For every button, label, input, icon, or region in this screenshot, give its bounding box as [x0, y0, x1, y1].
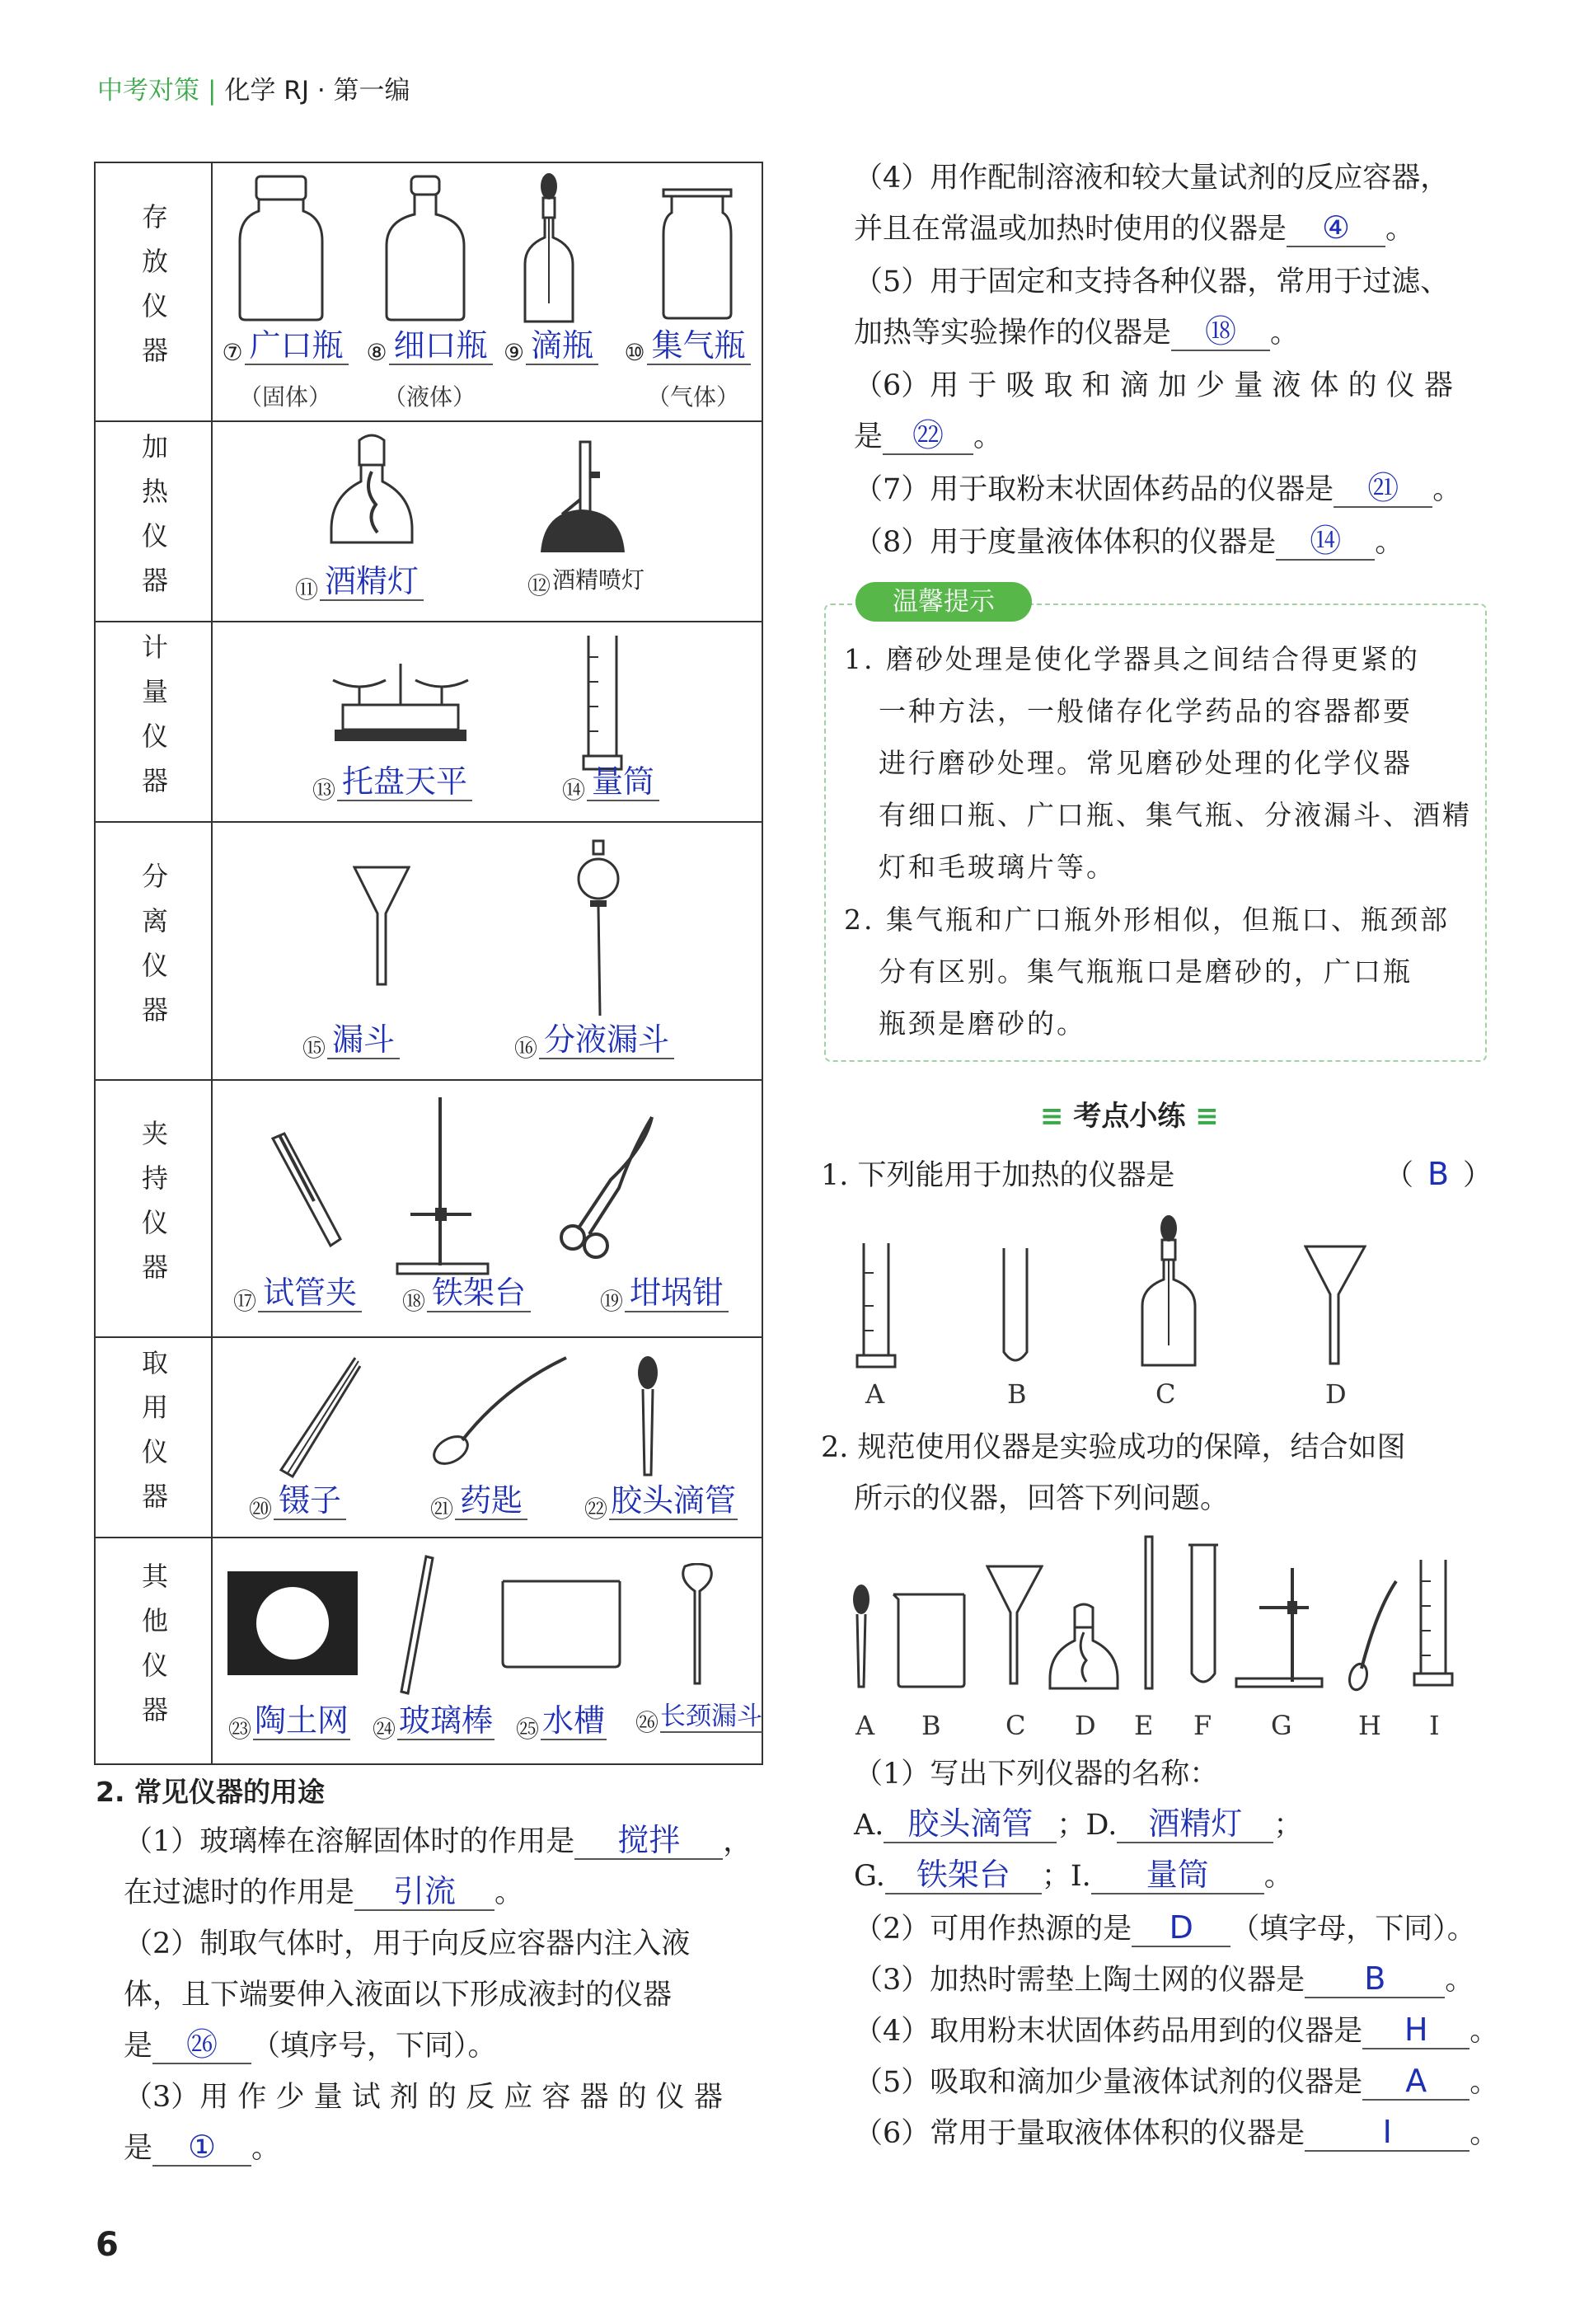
page-header: [97, 69, 410, 106]
tip-1: 1. 磨砂处理是使化学器具之间结合得更紧的 一种方法，一般储存化学药品的容器都要 进行磨砂处理。常见磨砂处理的化学仪器 有细口瓶、广口瓶、集气瓶、分液漏斗、酒精 灯和毛玻璃片等。: [844, 643, 1472, 883]
q2-line3: 是 ㉖ （填序号，下同）。: [124, 2026, 497, 2063]
p2-line1: 2. 规范使用仪器是实验成功的保障，结合如图: [821, 1431, 1406, 1464]
q6-answer: ㉒: [883, 417, 973, 455]
item-11: ⑪ 酒精灯: [281, 556, 438, 605]
q3-line2: 是 ① 。: [124, 2129, 281, 2165]
rubber-dropper-icon: [631, 1354, 664, 1478]
item-19: ⑲ 坩埚钳: [582, 1267, 747, 1317]
p2-alcohol-lamp-icon: [1047, 1603, 1121, 1693]
category-cell: 取用仪器: [96, 1338, 213, 1537]
q8-answer: ⑭: [1276, 523, 1375, 561]
p1-cylinder-icon: [855, 1240, 897, 1372]
q1-line1: （1）玻璃棒在溶解固体时的作用是 搅拌 ，: [124, 1822, 752, 1858]
p2-cylinder-icon: [1413, 1556, 1454, 1690]
p2-answer-g: 铁架台: [885, 1857, 1042, 1894]
tips-label: 温馨提示: [855, 582, 1032, 622]
q7-answer: ㉑: [1334, 470, 1432, 508]
p2-answer-s6: I: [1305, 2114, 1469, 2152]
p1-label-b: B: [1007, 1378, 1027, 1410]
p2-answer-i: 量筒: [1091, 1857, 1264, 1894]
item-7: ⑦ 广口瓶: [215, 320, 355, 366]
p2-spoon-icon: [1343, 1578, 1401, 1693]
alcohol-blowtorch-icon: [524, 439, 631, 562]
p2-s5: （5）吸取和滴加少量液体试剂的仪器是 A 。: [854, 2063, 1499, 2099]
p2-label-f: F: [1193, 1710, 1212, 1741]
item-18: ⑱ 铁架台: [384, 1267, 549, 1317]
p2-label-e: E: [1134, 1710, 1154, 1741]
q8-line: （8）用于度量液体体积的仪器是 ⑭ 。: [854, 523, 1404, 559]
p1-label-d: D: [1325, 1378, 1347, 1410]
q2-answer: ㉖: [152, 2026, 251, 2064]
wide-mouth-bottle-icon: [236, 175, 326, 323]
p2-s1-line-gi: G. 铁架台 ；I. 量筒 。: [854, 1857, 1293, 1893]
crucible-tongs-icon: [553, 1114, 660, 1262]
tip-2: 2. 集气瓶和广口瓶外形相似，但瓶口、瓶颈部 分有区别。集气瓶瓶口是磨砂的，广口瓶 瓶颈是磨砂的。: [844, 904, 1450, 1040]
item-12: ⑫酒精喷灯: [527, 566, 645, 599]
q4-line1: （4）用作配制溶液和较大量试剂的反应容器，: [854, 162, 1450, 195]
q1-answer-1: 搅拌: [574, 1822, 723, 1860]
item-22: ㉒ 胶头滴管: [584, 1482, 737, 1523]
brand-label: 中考对策: [97, 76, 199, 106]
q7-line: （7）用于取粉末状固体药品的仪器是 ㉑ 。: [854, 470, 1462, 506]
q4-answer: ④: [1287, 209, 1385, 247]
p2-iron-stand-icon: [1235, 1566, 1325, 1690]
clay-gauze-icon: [227, 1571, 358, 1675]
narrow-mouth-bottle-icon: [380, 175, 471, 323]
p1-answer-bracket: （ B ）: [1385, 1156, 1493, 1192]
q4-line2: 并且在常温或加热时使用的仪器是 ④ 。: [854, 209, 1415, 246]
p2-label-b: B: [921, 1710, 941, 1741]
alcohol-lamp-icon: [326, 432, 417, 547]
equals-icon: ≡: [1040, 1100, 1064, 1133]
item-24: ㉔ 玻璃棒: [372, 1702, 494, 1743]
page-number: 6: [96, 2226, 119, 2264]
q6-line1: （6）用 于 吸 取 和 滴 加 少 量 液 体 的 仪 器: [854, 369, 1453, 402]
p2-beaker-icon: [890, 1591, 973, 1690]
table-row: [96, 163, 762, 422]
p2-s3: （3）加热时需垫上陶土网的仪器是 B 。: [854, 1960, 1474, 1997]
p2-label-d: D: [1075, 1710, 1096, 1741]
q1-answer-2: 引流: [354, 1873, 495, 1911]
q2-line2: 体，且下端要伸入液面以下形成液封的仪器: [124, 1979, 673, 2012]
item-15: ⑮ 漏斗: [281, 1014, 421, 1063]
table-row: [96, 622, 762, 823]
p2-label-a: A: [855, 1710, 875, 1741]
category-cell: 存放仪器: [96, 163, 213, 420]
item-21: ㉑ 药匙: [396, 1475, 561, 1524]
p2-label-c: C: [1005, 1710, 1026, 1741]
q3-line1: （3）用 作 少 量 试 剂 的 反 应 容 器 的 仪 器: [124, 2081, 723, 2114]
note-solid: （固体）: [238, 383, 331, 411]
item-26: ㉖长颈漏斗: [635, 1702, 763, 1736]
p2-answer-s2: D: [1132, 1909, 1230, 1947]
p2-s4: （4）取用粉末状固体药品用到的仪器是 H 。: [854, 2012, 1499, 2048]
p1-label-a: A: [865, 1378, 885, 1410]
equals-icon: ≡: [1195, 1100, 1219, 1133]
measuring-cylinder-icon: [582, 632, 623, 772]
note-liquid: （液体）: [382, 383, 476, 411]
subject-label: 化学 RJ · 第一编: [224, 76, 410, 106]
medicine-spoon-icon: [421, 1354, 570, 1470]
p2-glass-rod-icon: [1141, 1535, 1157, 1692]
table-row: [96, 1338, 762, 1538]
item-25: ㉕ 水槽: [515, 1702, 606, 1743]
p1-answer: B: [1427, 1156, 1450, 1192]
table-row: [96, 1081, 762, 1338]
glass-rod-icon: [396, 1555, 438, 1695]
p1-dropper-bottle-icon: [1136, 1214, 1202, 1370]
dropper-bottle-icon: [520, 171, 578, 328]
balance-icon: [326, 655, 475, 746]
p1-funnel-icon: [1304, 1243, 1366, 1367]
q5-line2: 加热等实验操作的仪器是 ⑱ 。: [854, 313, 1300, 350]
p2-answer-a: 胶头滴管: [884, 1805, 1057, 1843]
p2-answer-d: 酒精灯: [1117, 1805, 1273, 1843]
instrument-table: [94, 162, 763, 1765]
header-separator: |: [208, 76, 217, 106]
p2-label-g: G: [1271, 1710, 1292, 1741]
funnel-icon: [353, 864, 410, 988]
p2-answer-s3: B: [1305, 1960, 1445, 1998]
p1-test-tube-icon: [999, 1245, 1032, 1369]
q1-line2: 在过滤时的作用是 引流 。: [124, 1873, 524, 1909]
p2-s6: （6）常用于量取液体体积的仪器是 I 。: [854, 2114, 1499, 2150]
gas-collecting-bottle-icon: [660, 188, 734, 320]
table-row: [96, 1538, 762, 1763]
category-cell: 其他仪器: [96, 1538, 213, 1763]
iron-stand-icon: [394, 1096, 501, 1277]
q5-line1: （5）用于固定和支持各种仪器，常用于过滤、: [854, 265, 1450, 298]
item-8: ⑧ 细口瓶: [359, 320, 499, 366]
p2-s2: （2）可用作热源的是 D （填字母，下同）。: [854, 1909, 1476, 1946]
item-13: ⑬ 托盘天平: [298, 756, 487, 805]
water-trough-icon: [499, 1580, 623, 1670]
table-row: [96, 422, 762, 622]
long-neck-funnel-icon: [677, 1563, 718, 1687]
category-cell: 夹持仪器: [96, 1081, 213, 1336]
p2-test-tube-icon: [1187, 1542, 1220, 1690]
category-cell: 加热仪器: [96, 422, 213, 621]
p1-label-c: C: [1155, 1378, 1176, 1410]
table-row: [96, 823, 762, 1081]
item-17: ⑰ 试管夹: [215, 1267, 380, 1317]
section-title: 2. 常见仪器的用途: [96, 1776, 325, 1808]
p2-funnel-icon: [986, 1563, 1043, 1687]
item-10: ⑩ 集气瓶: [613, 320, 762, 366]
p2-s1: （1）写出下列仪器的名称：: [854, 1758, 1219, 1791]
item-14: ⑭ 量筒: [541, 756, 681, 805]
p2-label-i: I: [1429, 1710, 1440, 1741]
item-9: ⑨ 滴瓶: [491, 320, 611, 366]
item-16: ⑯ 分液漏斗: [491, 1014, 697, 1063]
q5-answer: ⑱: [1171, 313, 1270, 351]
p2-label-h: H: [1358, 1710, 1381, 1741]
q3-answer: ①: [152, 2129, 251, 2167]
note-gas: （气体）: [646, 383, 739, 411]
practice-title: ≡ 考点小练 ≡: [1040, 1100, 1219, 1133]
p2-line2: 所示的仪器，回答下列问题。: [854, 1482, 1230, 1515]
item-20: ⑳ 镊子: [215, 1475, 380, 1524]
test-tube-holder-icon: [265, 1130, 347, 1254]
p2-s1-line-ad: A. 胶头滴管 ；D. 酒精灯 ；: [854, 1805, 1303, 1842]
category-cell: 分离仪器: [96, 823, 213, 1079]
q6-line2: 是 ㉒ 。: [854, 417, 1003, 453]
item-23: ㉓ 陶土网: [227, 1702, 349, 1743]
q2-line1: （2）制取气体时，用于向反应容器内注入液: [124, 1927, 691, 1960]
p1-question: 1. 下列能用于加热的仪器是: [821, 1159, 1175, 1192]
category-cell: 计量仪器: [96, 622, 213, 821]
p2-answer-s5: A: [1362, 2063, 1469, 2101]
tweezers-icon: [273, 1354, 363, 1478]
p2-dropper-icon: [849, 1583, 874, 1690]
p2-answer-s4: H: [1362, 2012, 1469, 2049]
separatory-funnel-icon: [574, 839, 623, 1021]
